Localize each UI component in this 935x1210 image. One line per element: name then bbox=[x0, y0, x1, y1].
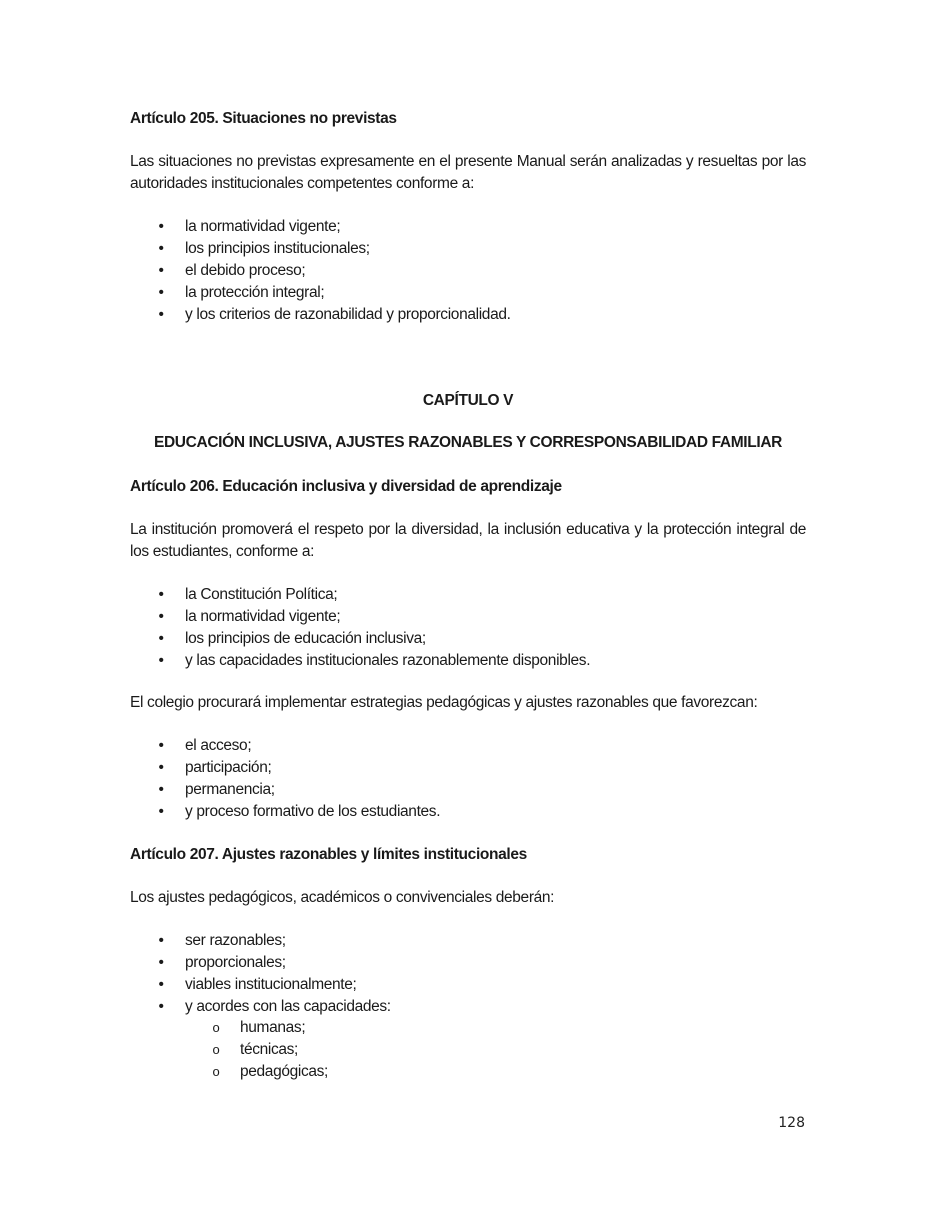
list-item-text: la normatividad vigente; bbox=[185, 608, 341, 625]
list-item bbox=[155, 606, 805, 628]
list-item-text: participación; bbox=[185, 759, 272, 776]
chapter-title: EDUCACIÓN INCLUSIVA, AJUSTES RAZONABLES Y CORRESPONSABILIDAD FAMILIAR bbox=[153, 434, 783, 451]
list-item bbox=[155, 216, 805, 238]
circle-bullet-icon: o bbox=[212, 1042, 220, 1057]
bullet-icon: • bbox=[158, 781, 164, 798]
list-item-text: la protección integral; bbox=[185, 284, 325, 301]
article-207-sublist bbox=[210, 1017, 710, 1083]
bullet-icon: • bbox=[158, 608, 164, 625]
article-207-paragraph: Los ajustes pedagógicos, académicos o convivenciales deberán: bbox=[130, 889, 555, 906]
bullet-icon: • bbox=[158, 976, 164, 993]
circle-bullet-icon: o bbox=[212, 1020, 220, 1035]
article-206-heading: Artículo 206. Educación inclusiva y diversidad de aprendizaje bbox=[130, 478, 562, 495]
sublist-item bbox=[210, 1039, 710, 1061]
list-item bbox=[155, 260, 805, 282]
circle-bullet-icon: o bbox=[212, 1064, 220, 1079]
list-item bbox=[155, 996, 805, 1018]
chapter-number: CAPÍTULO V bbox=[422, 392, 514, 409]
bullet-icon: • bbox=[158, 954, 164, 971]
bullet-icon: • bbox=[158, 586, 164, 603]
page-number: 128 bbox=[778, 1115, 805, 1131]
list-item-text: y proceso formativo de los estudiantes. bbox=[185, 803, 441, 820]
bullet-icon: • bbox=[158, 803, 164, 820]
list-item-text: el acceso; bbox=[185, 737, 252, 754]
list-item-text: y acordes con las capacidades: bbox=[185, 998, 391, 1015]
list-item bbox=[155, 779, 805, 801]
list-item-text: la Constitución Política; bbox=[185, 586, 338, 603]
bullet-icon: • bbox=[158, 630, 164, 647]
article-205-heading: Artículo 205. Situaciones no previstas bbox=[130, 110, 397, 127]
list-item-text: viables institucionalmente; bbox=[185, 976, 357, 993]
article-206-list-1 bbox=[155, 584, 805, 672]
article-205-paragraph: Las situaciones no previstas expresamente en el presente Manual serán analizadas y resueltas por las autoridades institucionales competentes conforme a: bbox=[130, 153, 806, 192]
list-item bbox=[155, 650, 805, 672]
list-item bbox=[155, 735, 805, 757]
bullet-icon: • bbox=[158, 737, 164, 754]
list-item bbox=[155, 238, 805, 260]
bullet-icon: • bbox=[158, 262, 164, 279]
article-206-paragraph-2: El colegio procurará implementar estrategias pedagógicas y ajustes razonables que favorezcan: bbox=[130, 694, 758, 711]
bullet-icon: • bbox=[158, 240, 164, 257]
bullet-icon: • bbox=[158, 306, 164, 323]
list-item bbox=[155, 757, 805, 779]
list-item-text: los principios institucionales; bbox=[185, 240, 370, 257]
list-item-text: y las capacidades institucionales razonablemente disponibles. bbox=[185, 652, 591, 669]
article-206-paragraph-1: La institución promoverá el respeto por la diversidad, la inclusión educativa y la protección integral de los estudiantes, conforme a: bbox=[130, 521, 806, 560]
article-206-list-2 bbox=[155, 735, 805, 823]
list-item-text: la normatividad vigente; bbox=[185, 218, 341, 235]
bullet-icon: • bbox=[158, 759, 164, 776]
bullet-icon: • bbox=[158, 284, 164, 301]
list-item bbox=[155, 801, 805, 823]
list-item bbox=[155, 952, 805, 974]
list-item bbox=[155, 930, 805, 952]
list-item bbox=[155, 304, 805, 326]
list-item-text: el debido proceso; bbox=[185, 262, 306, 279]
bullet-icon: • bbox=[158, 218, 164, 235]
sublist-item-text: humanas; bbox=[240, 1019, 306, 1036]
bullet-icon: • bbox=[158, 932, 164, 949]
list-item-text: y los criterios de razonabilidad y proporcionalidad. bbox=[185, 306, 511, 323]
article-207-list bbox=[155, 930, 805, 1018]
list-item-text: ser razonables; bbox=[185, 932, 286, 949]
list-item-text: los principios de educación inclusiva; bbox=[185, 630, 426, 647]
sublist-item-text: técnicas; bbox=[240, 1041, 299, 1058]
list-item-text: permanencia; bbox=[185, 781, 275, 798]
sublist-item bbox=[210, 1061, 710, 1083]
article-207-heading: Artículo 207. Ajustes razonables y límites institucionales bbox=[130, 846, 527, 863]
list-item bbox=[155, 974, 805, 996]
list-item bbox=[155, 628, 805, 650]
sublist-item-text: pedagógicas; bbox=[240, 1063, 329, 1080]
list-item bbox=[155, 584, 805, 606]
article-205-list bbox=[155, 216, 805, 326]
bullet-icon: • bbox=[158, 652, 164, 669]
bullet-icon: • bbox=[158, 998, 164, 1015]
sublist-item bbox=[210, 1017, 710, 1039]
list-item-text: proporcionales; bbox=[185, 954, 286, 971]
list-item bbox=[155, 282, 805, 304]
